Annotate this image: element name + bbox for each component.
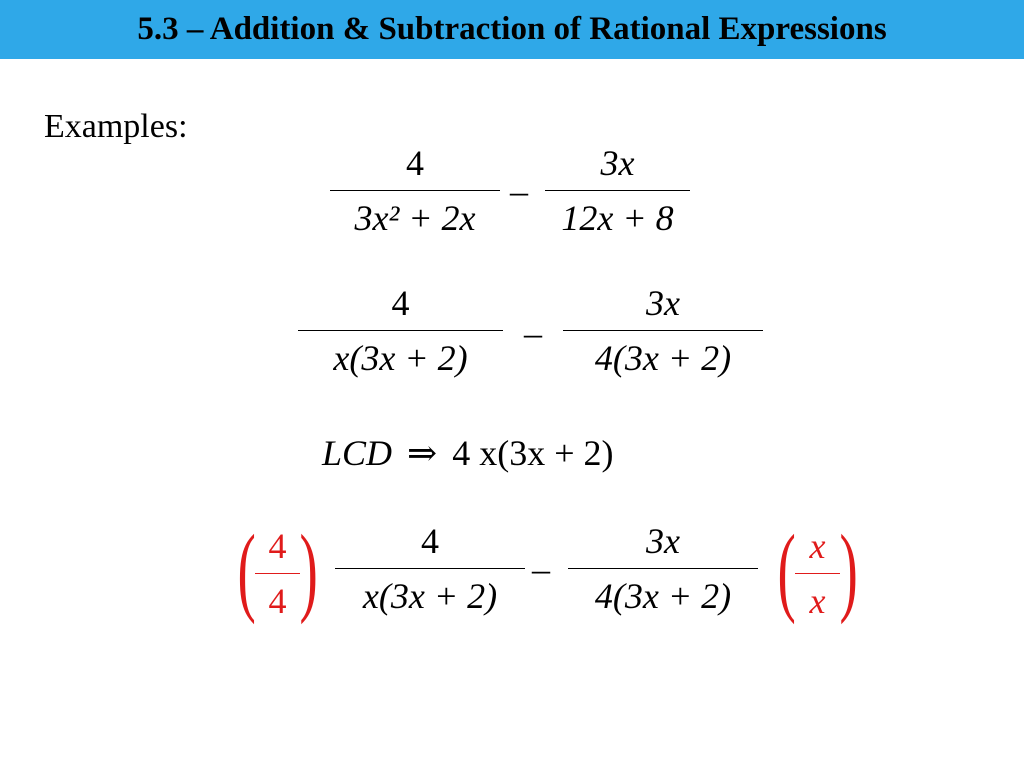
numerator: 4 [391, 283, 410, 323]
fraction-bar [335, 568, 525, 569]
denominator: 3x² + 2x [354, 198, 476, 238]
numerator: 4 [406, 143, 424, 183]
factor-left [255, 525, 300, 622]
slide-title: 5.3 – Addition & Subtraction of Rational Expressions [137, 11, 887, 47]
fraction-bar [545, 190, 690, 191]
lcd-line [322, 432, 613, 482]
minus-operator: – [532, 549, 550, 589]
expression-step-1 [330, 142, 690, 252]
numerator: 3x [646, 521, 680, 561]
denominator: 4(3x + 2) [594, 338, 732, 378]
fraction-bar [795, 573, 840, 574]
fraction-bar [298, 330, 503, 331]
denominator: x(3x + 2) [362, 576, 498, 616]
denominator: 12x + 8 [561, 198, 674, 238]
denominator: x [809, 581, 826, 621]
fraction-left [298, 282, 503, 379]
denominator: 4(3x + 2) [594, 576, 732, 616]
numerator: 4 [421, 521, 439, 561]
minus-operator: – [510, 171, 528, 211]
fraction-left [330, 142, 500, 239]
denominator: x(3x + 2) [333, 338, 468, 378]
fraction-left [335, 520, 525, 617]
denominator: 4 [268, 581, 287, 621]
fraction-right [545, 142, 690, 239]
numerator: x [809, 526, 826, 566]
implies-arrow: ⇒ [407, 433, 438, 473]
fraction-bar [255, 573, 300, 574]
left-paren-open: ( [237, 514, 256, 625]
numerator: 3x [600, 143, 635, 183]
minus-operator: – [524, 313, 542, 353]
numerator: 3x [646, 283, 680, 323]
factor-right [795, 525, 840, 622]
fraction-bar [563, 330, 763, 331]
fraction-bar [568, 568, 758, 569]
left-paren-close: ) [299, 514, 318, 625]
fraction-bar [330, 190, 500, 191]
fraction-right [563, 282, 763, 379]
expression-step-3 [230, 514, 870, 635]
fraction-right [568, 520, 758, 617]
lcd-value: 4 x(3x + 2) [452, 433, 614, 473]
right-paren-open: ( [777, 514, 796, 625]
lcd-label: LCD [322, 433, 393, 473]
examples-label: Examples: [44, 108, 188, 145]
expression-step-2 [298, 282, 768, 397]
right-paren-close: ) [839, 514, 858, 625]
numerator: 4 [268, 526, 287, 566]
